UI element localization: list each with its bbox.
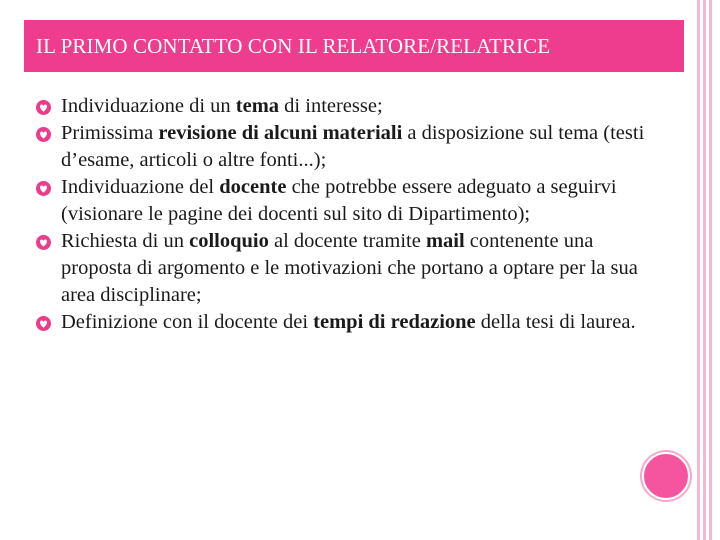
heart-icon bbox=[36, 181, 51, 196]
bullet-item bbox=[36, 93, 661, 120]
bullet-keyword: tema bbox=[235, 95, 280, 117]
bullet-text: Richiesta di un bbox=[61, 230, 190, 252]
bullet-keyword: revisione di alcuni materiali bbox=[158, 122, 403, 144]
bullet-text: di interesse; bbox=[279, 95, 383, 117]
bullet-text: al docente tramite bbox=[268, 230, 426, 252]
bullet-item bbox=[36, 309, 661, 336]
bullet-text: che potrebbe essere adeguato a seguirvi (visionare le pagine dei docenti sul sito di Dipartimento); bbox=[61, 176, 617, 225]
bullet-item bbox=[36, 174, 661, 228]
title-bar bbox=[24, 20, 684, 72]
bullet-text: a disposizione sul tema (testi d’esame, articoli o altre fonti...); bbox=[61, 122, 645, 171]
heart-icon bbox=[36, 100, 51, 115]
heart-icon bbox=[36, 316, 51, 331]
bullet-keyword: docente bbox=[219, 176, 287, 198]
heart-icon bbox=[36, 235, 51, 250]
heart-icon bbox=[36, 127, 51, 142]
decorative-rail bbox=[697, 0, 700, 540]
bullet-text: Individuazione del bbox=[61, 176, 220, 198]
decorative-circle bbox=[642, 452, 690, 500]
bullet-text: della tesi di laurea. bbox=[475, 311, 636, 333]
bullet-text: Primissima bbox=[61, 122, 159, 144]
bullet-list bbox=[36, 93, 661, 336]
bullet-keyword: mail bbox=[425, 230, 465, 252]
bullet-item bbox=[36, 120, 661, 174]
bullet-text: Individuazione di un bbox=[61, 95, 236, 117]
bullet-text: contenente una proposta di argomento e le motivazioni che portano a optare per la sua area disciplinare; bbox=[61, 230, 638, 306]
bullet-keyword: tempi di redazione bbox=[313, 311, 476, 333]
bullet-text: Definizione con il docente dei bbox=[61, 311, 314, 333]
decorative-rail bbox=[709, 0, 712, 540]
decorative-rail bbox=[703, 0, 706, 540]
bullet-keyword: colloquio bbox=[189, 230, 269, 252]
bullet-item bbox=[36, 228, 661, 309]
slide-title: IL PRIMO CONTATTO CON IL RELATORE/RELATRICE bbox=[36, 34, 551, 58]
